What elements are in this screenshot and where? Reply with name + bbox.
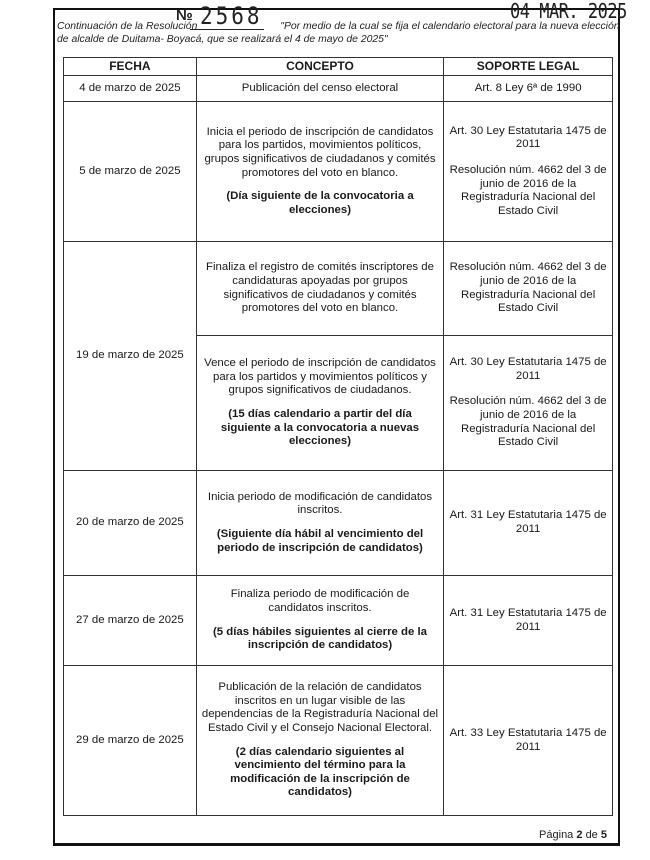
cell-concepto: Finaliza el registro de comités inscriptores de candidaturas apoyadas por grupos significativos de ciudadanos y comités promotores del voto en blanco. bbox=[196, 242, 444, 336]
table-row bbox=[64, 102, 613, 242]
cell-concepto: Publicación del censo electoral bbox=[196, 76, 444, 102]
concepto-text: Finaliza periodo de modificación de candidatos inscritos. bbox=[230, 588, 410, 614]
cell-soporte: Art. 31 Ley Estatutaria 1475 de 2011 bbox=[444, 471, 613, 576]
concepto-note: (15 días calendario a partir del día siguiente a la convocatoria a nuevas elecciones) bbox=[220, 408, 420, 448]
column-header-fecha: FECHA bbox=[64, 58, 197, 76]
cell-fecha: 29 de marzo de 2025 bbox=[64, 666, 197, 816]
table-row bbox=[64, 471, 613, 576]
table-row bbox=[64, 242, 613, 336]
page-current: 2 bbox=[576, 829, 583, 841]
cell-fecha: 5 de marzo de 2025 bbox=[64, 102, 197, 242]
cell-concepto bbox=[196, 666, 444, 816]
cell-soporte: Art. 8 Ley 6ª de 1990 bbox=[444, 76, 613, 102]
cell-soporte bbox=[444, 102, 613, 242]
column-header-concepto: CONCEPTO bbox=[196, 58, 444, 76]
cell-soporte: Resolución núm. 4662 del 3 de junio de 2016 de la Registraduría Nacional del Estado Civil bbox=[444, 242, 613, 336]
soporte-text: Art. 30 Ley Estatutaria 1475 de 2011 bbox=[449, 124, 607, 151]
soporte-text: Art. 30 Ley Estatutaria 1475 de 2011 bbox=[449, 356, 607, 382]
page-of: de bbox=[585, 829, 598, 841]
cell-fecha: 20 de marzo de 2025 bbox=[64, 471, 197, 576]
concepto-text: Inicia el periodo de inscripción de candidatos para los partidos, movimientos políticos, grupos significativos de ciudadanos y comités promotores del voto en blanco. bbox=[204, 125, 436, 179]
cell-fecha: 27 de marzo de 2025 bbox=[64, 576, 197, 666]
cell-soporte: Art. 33 Ley Estatutaria 1475 de 2011 bbox=[444, 666, 613, 816]
electoral-calendar-table bbox=[63, 57, 613, 816]
cell-concepto bbox=[196, 336, 444, 471]
cell-concepto bbox=[196, 102, 444, 242]
date-stamp: 04 MAR. 2025 bbox=[510, 0, 627, 24]
column-header-soporte-legal: SOPORTE LEGAL bbox=[444, 58, 613, 76]
soporte-text-2: Resolución núm. 4662 del 3 de junio de 2016 de la Registraduría Nacional del Estado Civil bbox=[449, 395, 607, 449]
cell-soporte bbox=[444, 336, 613, 471]
cell-soporte: Art. 31 Ley Estatutaria 1475 de 2011 bbox=[444, 576, 613, 666]
concepto-note: (Siguiente día hábil al vencimiento del periodo de inscripción de candidatos) bbox=[216, 528, 424, 554]
cell-fecha: 4 de marzo de 2025 bbox=[64, 76, 197, 102]
concepto-text: Publicación de la relación de candidatos inscritos en un lugar visible de las dependencias de la Registraduría Nacional del Estado Civil y el Consejo Nacional Electoral. bbox=[201, 681, 439, 734]
cell-concepto bbox=[196, 471, 444, 576]
table-row bbox=[64, 666, 613, 816]
intro-prefix: Continuación de la Resolución bbox=[57, 21, 198, 32]
page-total: 5 bbox=[600, 829, 607, 841]
soporte-text-2: Resolución núm. 4662 del 3 de junio de 2016 de la Registraduría Nacional del Estado Civil bbox=[449, 163, 607, 217]
intro-text: "Por medio de la cual se fija el calendario electoral para la nueva elección de alcalde de Duitama- Boyacá, que se realizará el 4 de mayo de 2025" bbox=[57, 21, 620, 45]
resolution-number-symbol: № bbox=[176, 7, 193, 24]
concepto-note: (Día siguiente de la convocatoria a elecciones) bbox=[226, 190, 414, 216]
resolution-intro bbox=[57, 20, 622, 46]
table-row bbox=[64, 76, 613, 102]
concepto-text: Inicia periodo de modificación de candidatos inscritos. bbox=[207, 490, 433, 517]
concepto-note: (2 días calendario siguientes al vencimiento del término para la modificación de la inscripción de candidatos) bbox=[230, 745, 410, 799]
cell-concepto bbox=[196, 576, 444, 666]
resolution-number-stamp: 2568 bbox=[200, 2, 263, 30]
concepto-note: (5 días hábiles siguientes al cierre de la inscripción de candidatos) bbox=[213, 625, 427, 652]
page-number bbox=[539, 829, 607, 841]
cell-fecha: 19 de marzo de 2025 bbox=[64, 242, 197, 471]
table-row bbox=[64, 576, 613, 666]
page-label: Página bbox=[539, 829, 574, 841]
table-header-row bbox=[64, 58, 613, 76]
concepto-text: Vence el periodo de inscripción de candidatos para los partidos y movimientos políticos y grupos significativos de ciudadanos. bbox=[204, 357, 436, 397]
